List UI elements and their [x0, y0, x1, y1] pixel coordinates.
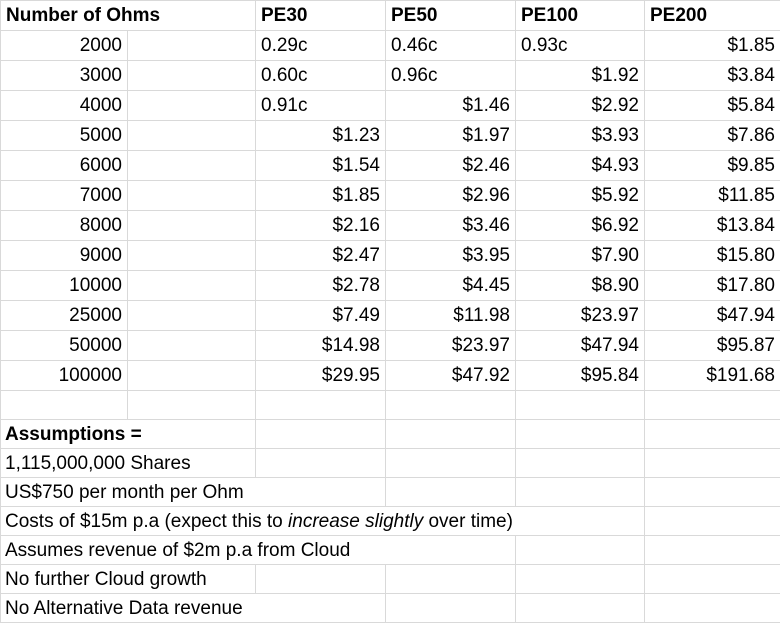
assumption-alt-data[interactable] [1, 594, 386, 623]
pe30-cell[interactable]: $2.78 [256, 271, 386, 301]
ohms-cell[interactable]: 3000 [1, 61, 128, 91]
pe50-header[interactable]: PE50 [386, 1, 516, 31]
pe200-cell[interactable]: $191.68 [645, 361, 780, 391]
pe200-cell[interactable]: $11.85 [645, 181, 780, 211]
pe50-cell[interactable]: $1.46 [386, 91, 516, 121]
pe50-cell[interactable]: $1.97 [386, 121, 516, 151]
table-row [1, 61, 780, 91]
empty-cell[interactable] [645, 565, 780, 594]
assumption-row [1, 565, 780, 594]
empty-cell[interactable] [386, 391, 516, 420]
assumption-row [1, 594, 780, 623]
pe100-cell[interactable]: $7.90 [516, 241, 645, 271]
ohms-cell[interactable]: 100000 [1, 361, 128, 391]
pe100-cell[interactable]: $95.84 [516, 361, 645, 391]
pe50-cell[interactable]: $3.46 [386, 211, 516, 241]
pe30-cell[interactable]: $1.23 [256, 121, 386, 151]
empty-cell[interactable] [128, 391, 256, 420]
table-row [1, 211, 780, 241]
ohms-cell[interactable]: 10000 [1, 271, 128, 301]
pe50-cell[interactable]: $2.96 [386, 181, 516, 211]
empty-cell[interactable] [128, 181, 256, 211]
pe200-cell[interactable]: $7.86 [645, 121, 780, 151]
assumption-shares[interactable] [1, 449, 256, 478]
table-row [1, 271, 780, 301]
table-row [1, 31, 780, 61]
assumption-text: US$750 per month per Ohm [5, 482, 244, 503]
pe30-cell[interactable]: $29.95 [256, 361, 386, 391]
empty-cell[interactable] [256, 391, 386, 420]
assumption-cloud-growth[interactable] [1, 565, 256, 594]
table-row [1, 181, 780, 211]
assumption-row [1, 536, 780, 565]
empty-cell[interactable] [516, 478, 645, 507]
pe50-cell[interactable]: $4.45 [386, 271, 516, 301]
ohms-cell[interactable]: 25000 [1, 301, 128, 331]
empty-cell[interactable] [645, 391, 780, 420]
pe100-cell[interactable]: $3.93 [516, 121, 645, 151]
pe30-cell[interactable]: $1.54 [256, 151, 386, 181]
empty-cell[interactable] [128, 271, 256, 301]
table-row [1, 301, 780, 331]
pe100-cell[interactable]: $47.94 [516, 331, 645, 361]
empty-cell[interactable] [128, 61, 256, 91]
empty-cell[interactable] [516, 420, 645, 449]
pe100-cell[interactable]: $4.93 [516, 151, 645, 181]
pe50-cell[interactable]: 0.46c [386, 31, 516, 61]
empty-cell[interactable] [128, 301, 256, 331]
pe50-cell[interactable]: $11.98 [386, 301, 516, 331]
table-row [1, 121, 780, 151]
table-row [1, 91, 780, 121]
ohms-cell[interactable]: 8000 [1, 211, 128, 241]
empty-cell[interactable] [516, 594, 645, 623]
pe30-cell[interactable]: 0.29c [256, 31, 386, 61]
empty-cell[interactable] [128, 91, 256, 121]
ohms-header[interactable]: Number of Ohms [1, 1, 256, 31]
pe200-cell[interactable]: $15.80 [645, 241, 780, 271]
ohms-cell[interactable]: 4000 [1, 91, 128, 121]
assumption-price-per-ohm[interactable] [1, 478, 386, 507]
ohms-cell[interactable]: 2000 [1, 31, 128, 61]
pe100-cell[interactable]: $23.97 [516, 301, 645, 331]
pe100-cell[interactable]: $8.90 [516, 271, 645, 301]
empty-cell[interactable] [645, 449, 780, 478]
pe30-cell[interactable]: $14.98 [256, 331, 386, 361]
empty-cell[interactable] [386, 594, 516, 623]
empty-cell[interactable] [516, 565, 645, 594]
ohms-cell[interactable]: 6000 [1, 151, 128, 181]
assumption-text: No further Cloud growth [5, 569, 207, 590]
table-row [1, 151, 780, 181]
assumption-row [1, 478, 780, 507]
empty-cell[interactable] [386, 449, 516, 478]
assumption-text: Assumes revenue of $2m p.a from Cloud [5, 540, 351, 561]
assumption-text: 1,115,000,000 Shares [5, 453, 191, 474]
empty-cell[interactable] [128, 31, 256, 61]
assumption-row [1, 449, 780, 478]
pe200-cell[interactable]: $9.85 [645, 151, 780, 181]
pe100-cell[interactable]: 0.93c [516, 31, 645, 61]
empty-cell[interactable] [1, 391, 128, 420]
pe100-cell[interactable]: $1.92 [516, 61, 645, 91]
pe50-cell[interactable]: $3.95 [386, 241, 516, 271]
empty-cell[interactable] [386, 478, 516, 507]
assumption-text: Assumptions = [5, 424, 142, 445]
pe100-cell[interactable]: $6.92 [516, 211, 645, 241]
header-row [1, 1, 780, 31]
empty-cell[interactable] [516, 536, 645, 565]
assumption-row [1, 507, 780, 536]
pe200-header[interactable]: PE200 [645, 1, 780, 31]
assumption-text [5, 507, 513, 536]
empty-cell[interactable] [645, 536, 780, 565]
pe100-cell[interactable]: $2.92 [516, 91, 645, 121]
empty-cell[interactable] [128, 361, 256, 391]
empty-cell[interactable] [386, 420, 516, 449]
blank-row [1, 391, 780, 420]
ohms-cell[interactable]: 5000 [1, 121, 128, 151]
pe100-cell[interactable]: $5.92 [516, 181, 645, 211]
pe50-cell[interactable]: 0.96c [386, 61, 516, 91]
assumption-costs[interactable] [1, 507, 645, 536]
pe30-cell[interactable]: $2.47 [256, 241, 386, 271]
pe200-cell[interactable]: $47.94 [645, 301, 780, 331]
costs-text-suffix: over time) [423, 511, 513, 532]
pe50-cell[interactable]: $47.92 [386, 361, 516, 391]
pe30-cell[interactable]: $7.49 [256, 301, 386, 331]
pe100-header[interactable]: PE100 [516, 1, 645, 31]
empty-cell[interactable] [128, 331, 256, 361]
pe200-cell[interactable]: $17.80 [645, 271, 780, 301]
pe200-cell[interactable]: $95.87 [645, 331, 780, 361]
pe200-cell[interactable]: $3.84 [645, 61, 780, 91]
pe50-cell[interactable]: $23.97 [386, 331, 516, 361]
assumption-title[interactable] [1, 420, 256, 449]
ohms-cell[interactable]: 7000 [1, 181, 128, 211]
empty-cell[interactable] [128, 151, 256, 181]
empty-cell[interactable] [645, 420, 780, 449]
pe30-cell[interactable]: $1.85 [256, 181, 386, 211]
pe30-header[interactable]: PE30 [256, 1, 386, 31]
pe200-cell[interactable]: $13.84 [645, 211, 780, 241]
empty-cell[interactable] [386, 565, 516, 594]
empty-cell[interactable] [256, 449, 386, 478]
table-row [1, 361, 780, 391]
pe30-cell[interactable]: 0.91c [256, 91, 386, 121]
table-row [1, 331, 780, 361]
assumption-row [1, 420, 780, 449]
empty-cell[interactable] [128, 121, 256, 151]
empty-cell[interactable] [516, 391, 645, 420]
empty-cell[interactable] [128, 241, 256, 271]
pe30-cell[interactable]: $2.16 [256, 211, 386, 241]
empty-cell[interactable] [645, 507, 780, 536]
table-body [1, 1, 780, 623]
empty-cell[interactable] [516, 449, 645, 478]
pe30-cell[interactable]: 0.60c [256, 61, 386, 91]
empty-cell[interactable] [256, 420, 386, 449]
assumption-cloud-revenue[interactable] [1, 536, 516, 565]
empty-cell[interactable] [128, 211, 256, 241]
pe50-cell[interactable]: $2.46 [386, 151, 516, 181]
ohms-cell[interactable]: 9000 [1, 241, 128, 271]
pe200-cell[interactable]: $5.84 [645, 91, 780, 121]
ohms-cell[interactable]: 50000 [1, 331, 128, 361]
costs-text-prefix: Costs of $15m p.a (expect this to [5, 511, 289, 532]
pe200-cell[interactable]: $1.85 [645, 31, 780, 61]
table-row [1, 241, 780, 271]
empty-cell[interactable] [645, 594, 780, 623]
costs-text-emphasis: increase slightly [288, 511, 424, 532]
empty-cell[interactable] [256, 565, 386, 594]
empty-cell[interactable] [645, 478, 780, 507]
assumption-text: No Alternative Data revenue [5, 598, 243, 619]
